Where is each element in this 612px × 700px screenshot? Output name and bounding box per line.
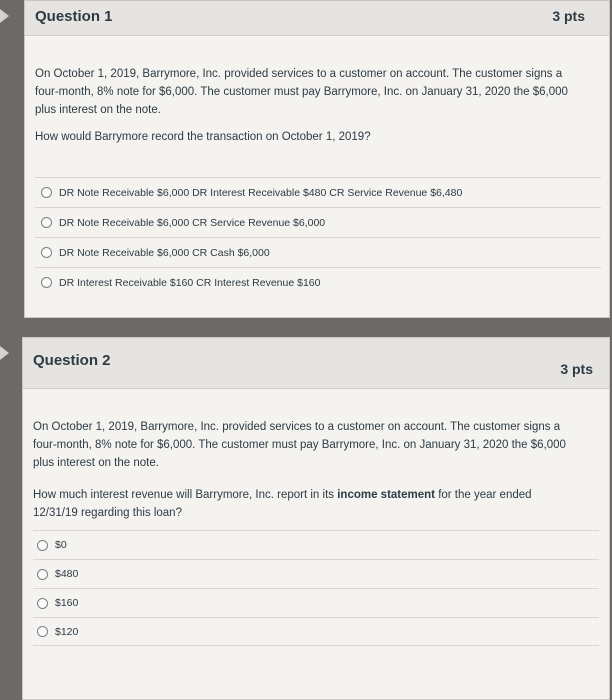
question-1-answers	[35, 177, 601, 297]
question-2-option-3[interactable]	[33, 588, 599, 617]
radio-button[interactable]	[41, 247, 52, 258]
question-1-option-1[interactable]	[35, 177, 601, 207]
question-2-prompt-end: for the year ended 12/31/19 regarding this loan?	[33, 489, 532, 519]
question-2-paragraph: On October 1, 2019, Barrymore, Inc. provided services to a customer on account. The customer signs a four-month, 8% note for $6,000. The customer must pay Barrymore, Inc. on January 31, 2020 the $6,000 plus interest on the note.	[33, 421, 566, 469]
question-2-prompt-bold: income statement	[337, 489, 435, 501]
question-2-prompt-start: How much interest revenue will Barrymore, Inc. report in its	[33, 489, 338, 501]
question-2-answers	[33, 530, 599, 646]
radio-button[interactable]	[37, 626, 48, 637]
question-1-header	[25, 1, 609, 36]
option-label: DR Note Receivable $6,000 CR Service Revenue $6,000	[59, 216, 326, 229]
question-1-points: 3 pts	[552, 8, 585, 24]
question-2-option-1[interactable]	[33, 530, 599, 559]
radio-button[interactable]	[37, 540, 48, 551]
question-1-prompt: How would Barrymore record the transaction on October 1, 2019?	[35, 131, 371, 143]
question-1-marker-icon	[0, 9, 9, 23]
question-1-paragraph: On October 1, 2019, Barrymore, Inc. provided services to a customer on account. The customer signs a four-month, 8% note for $6,000. The customer must pay Barrymore, Inc. on January 31, 2020 the $6,000 plus interest on the note.	[35, 68, 568, 116]
radio-button[interactable]	[37, 598, 48, 609]
question-2-text	[33, 418, 578, 531]
option-label: $480	[55, 568, 79, 580]
question-2-card	[22, 337, 610, 700]
question-1-option-3[interactable]	[35, 237, 601, 267]
question-2-header	[23, 338, 609, 389]
option-label: DR Note Receivable $6,000 CR Cash $6,000	[59, 246, 270, 259]
question-2-option-2[interactable]	[33, 559, 599, 588]
radio-button[interactable]	[37, 569, 48, 580]
question-1-title: Question 1	[35, 8, 113, 25]
question-1-text	[35, 65, 575, 155]
radio-button[interactable]	[41, 187, 52, 198]
radio-button[interactable]	[41, 277, 52, 288]
option-label: $160	[55, 597, 79, 609]
option-label: DR Note Receivable $6,000 DR Interest Receivable $480 CR Service Revenue $6,480	[59, 186, 463, 199]
question-1-card	[24, 0, 610, 318]
option-label: DR Interest Receivable $160 CR Interest Revenue $160	[59, 276, 321, 289]
option-label: $0	[55, 539, 67, 551]
radio-button[interactable]	[41, 217, 52, 228]
question-2-title: Question 2	[33, 352, 111, 369]
question-1-option-2[interactable]	[35, 207, 601, 237]
question-2-points: 3 pts	[560, 361, 593, 377]
question-1-option-4[interactable]	[35, 267, 601, 297]
question-2-marker-icon	[0, 346, 9, 360]
option-label: $120	[55, 625, 79, 638]
question-2-prompt	[33, 486, 578, 522]
question-2-option-4[interactable]	[33, 617, 599, 646]
